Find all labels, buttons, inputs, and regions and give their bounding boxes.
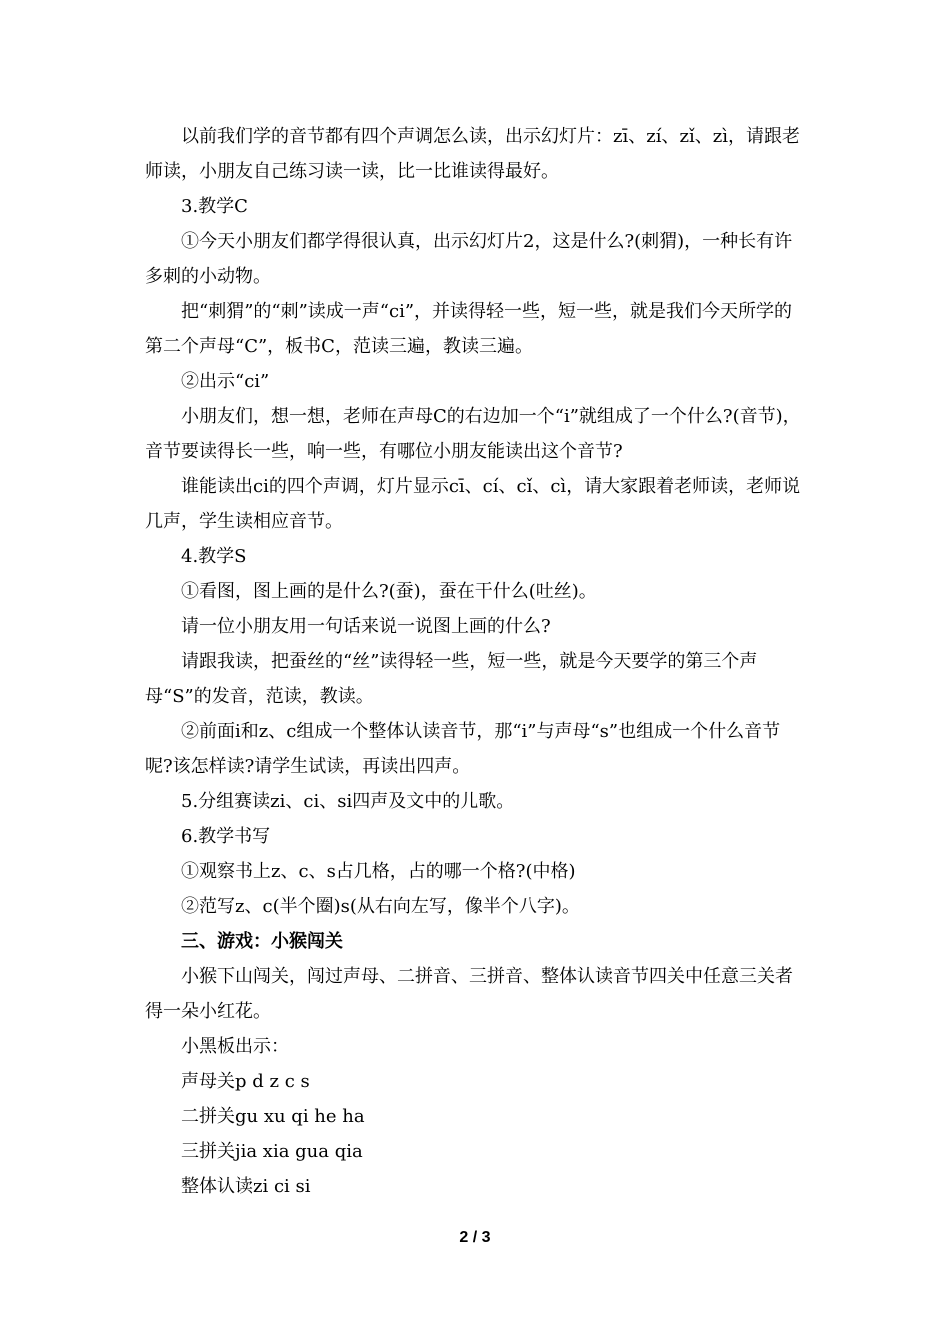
- section-heading: 5.分组赛读zi、ci、si四声及文中的儿歌。: [181, 791, 515, 812]
- section-heading: 3.教学C: [181, 196, 248, 217]
- paragraph: 把“刺猬”的“刺”读成一声“ci”，并读得轻一些，短一些，就是我们今天所学的第二个声母“C”，板书C，范读三遍，教读三遍。: [145, 301, 793, 357]
- paragraph: 请跟我读，把蚕丝的“丝”读得轻一些，短一些，就是今天要学的第三个声母“S”的发音，范读，教读。: [145, 651, 758, 707]
- section-heading: 6.教学书写: [181, 826, 271, 847]
- section-heading: 4.教学S: [181, 546, 247, 567]
- list-item: 三拼关jia xia gua qia: [181, 1141, 363, 1162]
- paragraph: 小朋友们，想一想，老师在声母C的右边加一个“i”就组成了一个什么?(音节)，音节要读得长一些，响一些，有哪位小朋友能读出这个音节?: [145, 406, 801, 462]
- paragraph: 请一位小朋友用一句话来说一说图上画的什么?: [181, 616, 551, 637]
- paragraph: ②出示“ci”: [181, 371, 270, 392]
- document-body: [145, 119, 807, 1204]
- section-title: 三、游戏：小猴闯关: [181, 931, 343, 952]
- paragraph: 以前我们学的音节都有四个声调怎么读，出示幻灯片：zī、zí、zǐ、zì，请跟老师读，小朋友自己练习读一读，比一比谁读得最好。: [145, 126, 800, 182]
- list-item: 声母关p d z c s: [181, 1071, 310, 1092]
- paragraph: 小黑板出示：: [181, 1036, 289, 1057]
- paragraph: ②前面i和z、c组成一个整体认读音节，那“i”与声母“s”也组成一个什么音节呢?该怎样读?请学生试读，再读出四声。: [145, 721, 781, 777]
- page-indicator: 2 / 3: [459, 1229, 491, 1246]
- list-item: 整体认读zi ci si: [181, 1176, 311, 1197]
- paragraph: ①今天小朋友们都学得很认真，出示幻灯片2，这是什么?(刺猬)，一种长有许多刺的小动物。: [145, 231, 793, 287]
- list-item: 二拼关gu xu qi he ha: [181, 1106, 365, 1127]
- paragraph: ①看图，图上画的是什么?(蚕)，蚕在干什么(吐丝)。: [181, 581, 597, 602]
- paragraph: 谁能读出ci的四个声调，灯片显示cī、cí、cǐ、cì，请大家跟着老师读，老师说几声，学生读相应音节。: [145, 476, 801, 532]
- paragraph: 小猴下山闯关，闯过声母、二拼音、三拼音、整体认读音节四关中任意三关者得一朵小红花。: [145, 966, 793, 1022]
- paragraph: ②范写z、c(半个圈)s(从右向左写，像半个八字)。: [181, 896, 580, 917]
- paragraph: ①观察书上z、c、s占几格，占的哪一个格?(中格): [181, 861, 576, 882]
